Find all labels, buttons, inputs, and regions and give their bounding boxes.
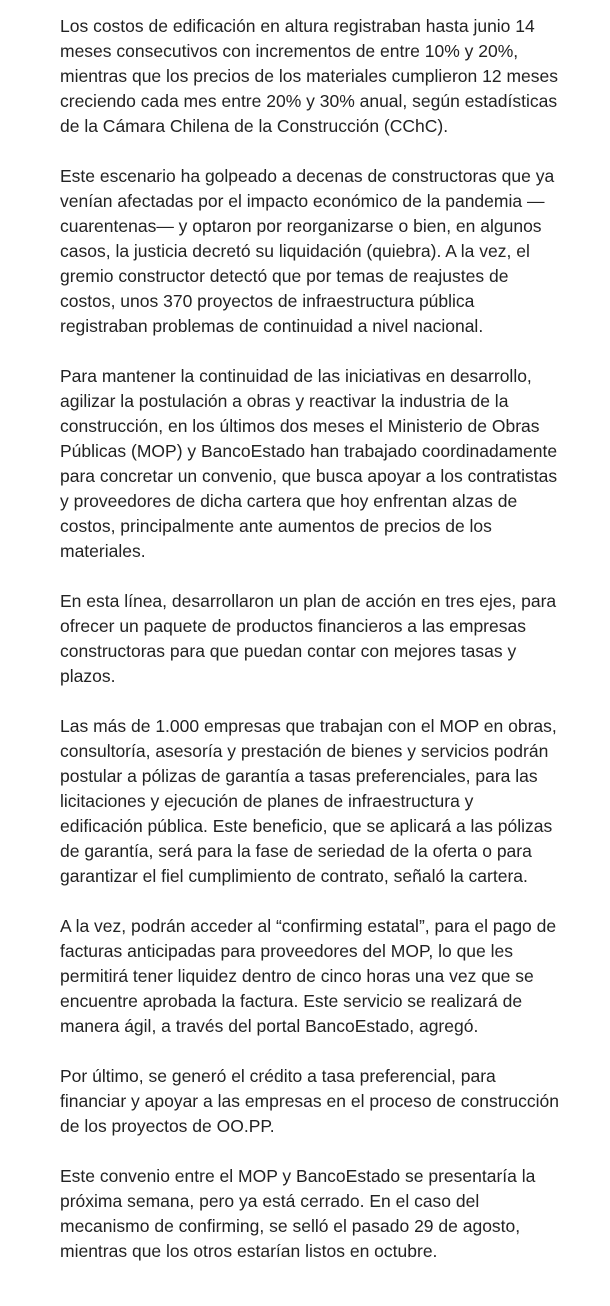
article-paragraph: En esta línea, desarrollaron un plan de acción en tres ejes, para ofrecer un paquete de productos financieros a las empresas constructoras para que puedan contar con mejores tasas y plazos. — [60, 591, 557, 686]
article-paragraph: Por último, se generó el crédito a tasa preferencial, para financiar y apoyar a las empresas en el proceso de construcción de los proyectos de OO.PP. — [60, 1066, 560, 1136]
article-paragraph: Para mantener la continuidad de las iniciativas en desarrollo, agilizar la postulación a obras y reactivar la industria de la construcción, en los últimos dos meses el Ministerio de Obras Públicas (MOP) y BancoEstado han trabajado coordinadamente para concretar un convenio, que busca apoyar a los contratistas y proveedores de dicha cartera que hoy enfrentan alzas de costos, principalmente ante aumentos de precios de los materiales. — [60, 366, 558, 561]
article-paragraph: Las más de 1.000 empresas que trabajan con el MOP en obras, consultoría, asesoría y prestación de bienes y servicios podrán postular a pólizas de garantía a tasas preferenciales, para las licitaciones y ejecución de planes de infraestructura y edificación pública. Este beneficio, que se aplicará a las pólizas de garantía, será para la fase de seriedad de la oferta o para garantizar el fiel cumplimiento de contrato, señaló la cartera. — [60, 716, 557, 886]
article-paragraph: A la vez, podrán acceder al “confirming estatal”, para el pago de facturas anticipadas para proveedores del MOP, lo que les permitirá tener liquidez dentro de cinco horas una vez que se encuentre aprobada la factura. Este servicio se realizará de manera ágil, a través del portal BancoEstado, agregó. — [60, 916, 557, 1036]
article-paragraph: Este convenio entre el MOP y BancoEstado se presentaría la próxima semana, pero ya está cerrado. En el caso del mecanismo de confirming, se selló el pasado 29 de agosto, mientras que los otros estarían listos en octubre. — [60, 1166, 536, 1261]
article-paragraph: Este escenario ha golpeado a decenas de constructoras que ya venían afectadas por el impacto económico de la pandemia —cuarentenas— y optaron por reorganizarse o bien, en algunos casos, la justicia decretó su liquidación (quiebra). A la vez, el gremio constructor detectó que por temas de reajustes de costos, unos 370 proyectos de infraestructura pública registraban problemas de continuidad a nivel nacional. — [60, 166, 555, 336]
article-body — [60, 14, 560, 1264]
article-paragraph: Los costos de edificación en altura registraban hasta junio 14 meses consecutivos con incrementos de entre 10% y 20%, mientras que los precios de los materiales cumplieron 12 meses creciendo cada mes entre 20% y 30% anual, según estadísticas de la Cámara Chilena de la Construcción (CChC). — [60, 16, 559, 136]
